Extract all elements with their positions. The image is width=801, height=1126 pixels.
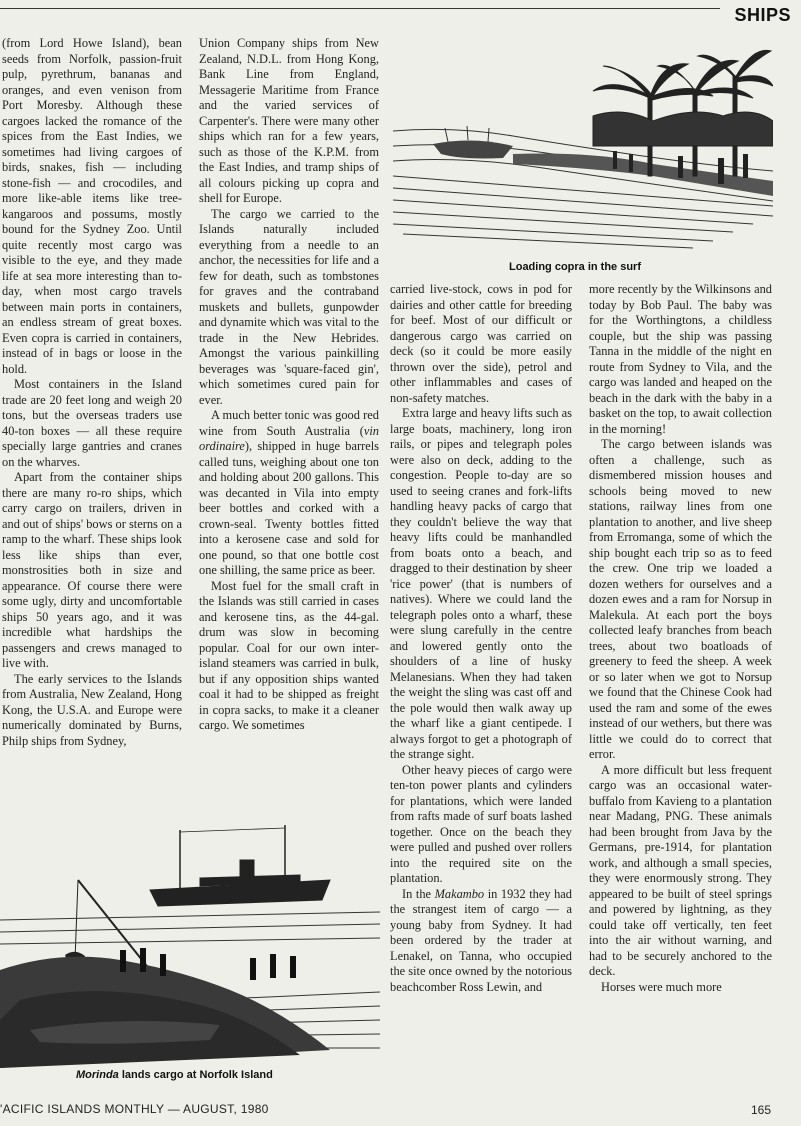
paragraph: Apart from the container ships there are many ro-ro ships, which carry cargo on trailers, driven in and out of ships' bows or sterns on a ramp to the wharf. These ships look less like ships than ever, monstrosities both in size and appearance. Of course there were some ugly, dirty and uncomfortable ships 50 years ago, and it was incredible what hardships the passengers and crews managed to live with. [2, 470, 182, 670]
column-2 [199, 36, 379, 734]
column-3 [390, 282, 572, 995]
paragraph [390, 887, 572, 996]
column-4 [589, 282, 772, 995]
paragraph: Union Company ships from New Zealand, N.D.L. from Hong Kong, Bank Line from England, Messagerie Maritime from France and the varied services of Carpenter's. There were many other ships which ran for a few years, such as those of the K.P.M. from the East Indies, and tramp ships of all colours picking up copra and shell for Europe. [199, 36, 379, 205]
copra-illustration [393, 36, 773, 258]
text-run: ), shipped in huge barrels called tuns, weighing about one ton and holding about 200 gallons. This was decanted in Vila into empty beer bottles and corked with a crown-seal. Twenty bottles fitted into a kerosene case and sold for one pound, so that one bottle cost one shilling, the same price as beer. [199, 439, 379, 577]
paragraph: carried live-stock, cows in pod for dairies and other cattle for breeding for beef. Most of our difficult or dangerous cargo was carried on deck (so it could be more easily thrown over the side), petrol and other inflammables and cases of non-safety matches. [390, 282, 572, 405]
paragraph: The early services to the Islands from Australia, New Zealand, Hong Kong, the U.S.A. and Europe were numerically dominated by Burns, Philp ships from Sydney, [2, 671, 182, 748]
paragraph [199, 408, 379, 579]
paragraph: more recently by the Wilkinsons and today by Bob Paul. The baby was for the Worthingtons, a childless couple, but the ship was passing Tanna in the middle of the night en route from Sydney to Vila, and the cargo was landed and heaped on the beach in the dark with the baby in a basket on the top, to await collection in the morning! [589, 282, 772, 436]
text-run: in 1932 they had the strangest item of cargo — a young baby from Sydney. It had been ordered by the trader at Lenakel, on Tanna, who occupied the site once owned by the notorious beachcomber Ross Lewin, and [390, 886, 572, 994]
paragraph: Extra large and heavy lifts such as large boats, machinery, long iron rails, or pipes and telegraph poles were also on deck, adding to the congestion. People to-day are so used to seeing cranes and fork-lifts handling heavy packs of cargo that they couldn't believe the way that heavy lifts could be manhandled from boats onto a beach, and dragged to their destination by sheer 'rice power' (that is numbers of natives). Where we could land the telegraph poles onto a wharf, these were slung carefully in the centre and lowered gently onto the shoulders of a line of husky Melanesians. When they had taken the weight the sling was cast off and the pole would then walk away up the wharf like a giant centipede. I always forgot to get a photograph of the strange sight. [390, 406, 572, 761]
italic-text: Makambo [434, 886, 485, 901]
paragraph: A more difficult but less frequent cargo was an occasional water-buffalo from Kavieng to a plantation near Madang, PNG. These animals had been brought from Java by the Germans, pre-1914, for plantation work, and although a small species, they were enormously strong. They appeared to be built of steel springs and powered by lightning, as they could take off vertically, ten feet into the air without warning, and had to be securely anchored to the deck. [589, 762, 772, 978]
text-run: A much better tonic was good red wine from South Australia ( [199, 408, 379, 438]
ship-name: Morinda [76, 1069, 119, 1081]
top-figure-caption: Loading copra in the surf [509, 261, 642, 273]
paragraph: Other heavy pieces of cargo were ten-ton power plants and cylinders for plantations, which were landed from rafts made of surf boats lashed together. Once on the beach they were pulled and pushed over rollers into the required site on the plantation. [390, 762, 572, 885]
italic-text: vin ordinaire [199, 423, 379, 453]
publication-footer: 'ACIFIC ISLANDS MONTHLY — AUGUST, 1980 [0, 1102, 269, 1116]
section-title: SHIPS [734, 5, 791, 25]
morinda-illustration [0, 820, 380, 1068]
paragraph: The cargo we carried to the Islands naturally included everything from a needle to an anchor, the necessities for life and a few for death, such as tombstones for graves and the contraband muskets and bullets, gunpowder and dynamite which was vital to the trade in the New Hebrides. Amongst the various painkilling beverages was 'square-faced gin', which sometimes cured pain for ever. [199, 206, 379, 407]
paragraph: (from Lord Howe Island), bean seeds from Norfolk, passion-fruit pulp, pyrethrum, bananas and oranges, and even venison from Port Moresby. Although these cargoes lacked the romance of the spices from the East Indies, we sometimes had living cargoes of birds, snakes, fish — including stone-fish — and crocodiles, and more like-able items like tree-kangaroos and possums, mostly bound for the Sydney Zoo. Until quite recently most cargo was visible to the eye, and they made life at sea more interesting than to-day, when most cargo travels between main ports in containers, an endless stream of great boxes. Even copra is carried in containers, instead of in bags or loose in the hold. [2, 36, 182, 376]
text-run: In the [402, 886, 435, 901]
header-rule [0, 8, 720, 9]
page-number: 165 [750, 1103, 771, 1117]
paragraph: Most fuel for the small craft in the Islands was still carried in cases and kerosene tins, as the 44-gal. drum was slow in becoming popular. Coal for our own inter-island steamers was carried in bulk, but if any opposition ships wanted coal it had to be shipped as freight in copra sacks, to make it a cleaner cargo. We sometimes [199, 578, 379, 732]
bottom-figure-caption [76, 1069, 273, 1081]
column-1 [2, 36, 182, 749]
paragraph: The cargo between islands was often a challenge, such as dismembered mission houses and schools being moved to new stations, railway lines from one plantation to another, and live sheep from Erromanga, some of which the ship bought each trip so as to feed the crew. One trip we loaded a dozen wethers for ourselves and a dozen ewes and a ram for Norsup in Malekula. At each port the boys collected leafy branches from beach trees, about two boatloads of greenery to feed the sheep. A week or so later when we got to Norsup we found that the Chinese Cook had used the ram and some of the ewes instead of our wethers, but there was little we could do to correct that error. [589, 437, 772, 761]
paragraph: Horses were much more [601, 979, 722, 994]
paragraph: Most containers in the Island trade are 20 feet long and weigh 20 tons, but the overseas traders use 40-ton boxes — all these require specially large gantries and cranes on the wharves. [2, 377, 182, 469]
caption-rest: lands cargo at Norfolk Island [118, 1069, 273, 1081]
